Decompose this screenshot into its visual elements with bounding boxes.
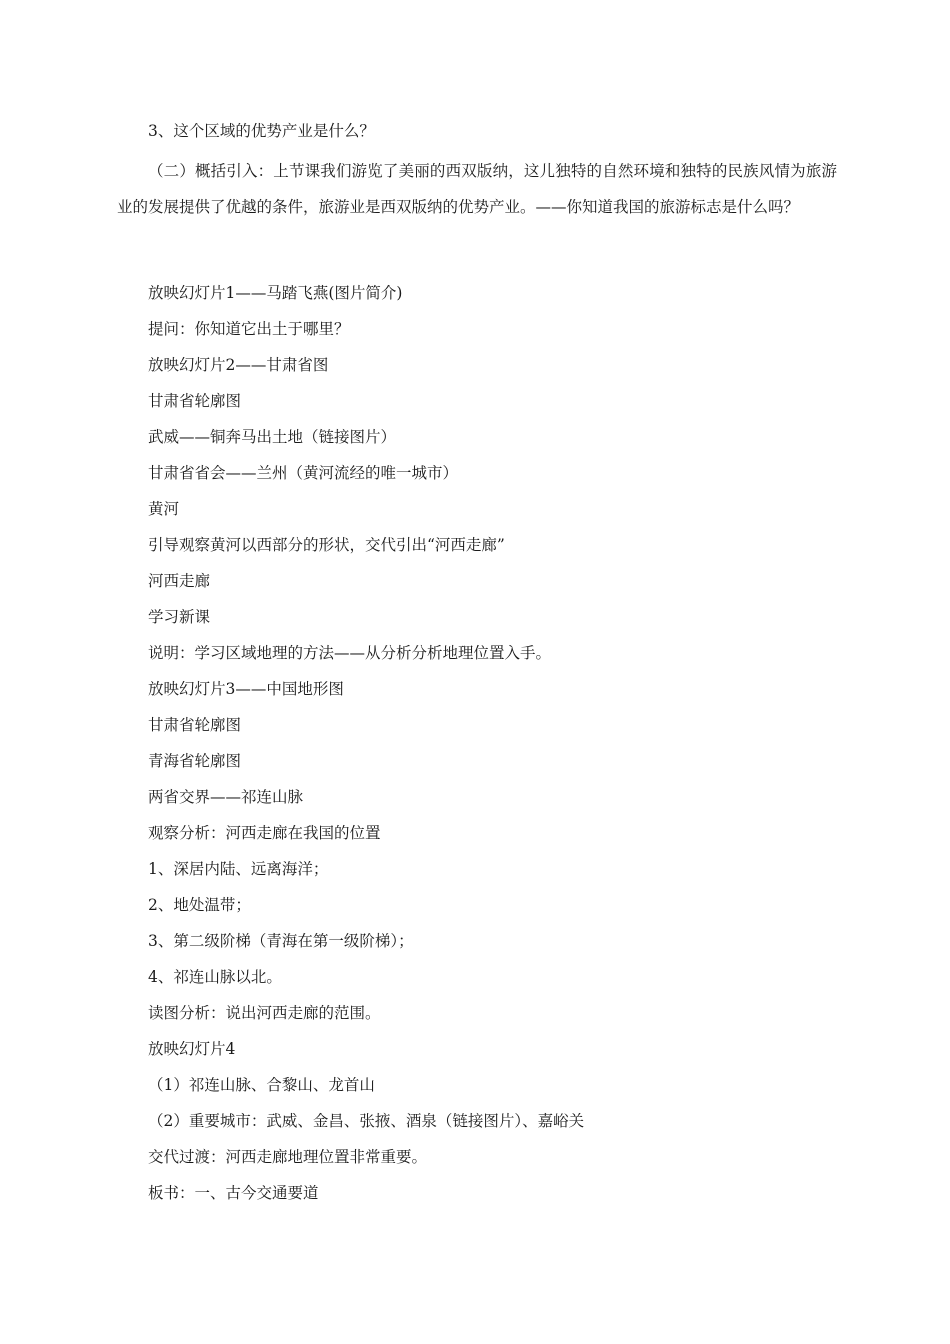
text-line: 两省交界——祁连山脉 (148, 788, 304, 806)
text-line: 放映幻灯片4 (148, 1040, 236, 1058)
text-line: 说明：学习区域地理的方法——从分析分析地理位置入手。 (148, 644, 552, 662)
text-line: 观察分析：河西走廊在我国的位置 (148, 824, 381, 842)
text-line: 读图分析：说出河西走廊的范围。 (148, 1004, 381, 1022)
section-heading: 学习新课 (148, 608, 211, 626)
list-item: （1）祁连山脉、合黎山、龙首山 (148, 1076, 375, 1094)
list-item: 2、地处温带； (148, 896, 251, 914)
text-line: 引导观察黄河以西部分的形状，交代引出“河西走廊” (148, 536, 505, 554)
list-item: 1、深居内陆、远离海洋； (148, 860, 329, 878)
question-line: 3、这个区域的优势产业是什么？ (148, 122, 375, 140)
text-line: 交代过渡：河西走廊地理位置非常重要。 (148, 1148, 428, 1166)
text-line: 青海省轮廓图 (148, 752, 242, 770)
list-item: （2）重要城市：武威、金昌、张掖、酒泉（链接图片）、嘉峪关 (148, 1112, 585, 1130)
text-line: 甘肃省轮廓图 (148, 716, 242, 734)
list-item: 3、第二级阶梯（青海在第一级阶梯）； (148, 932, 414, 950)
text-line: 放映幻灯片1——马踏飞燕(图片简介) (148, 284, 403, 302)
text-line: 甘肃省省会——兰州（黄河流经的唯一城市） (148, 464, 459, 482)
text-line: 黄河 (148, 500, 180, 518)
text-line: 河西走廊 (148, 572, 211, 590)
intro-paragraph: （二）概括引入：上节课我们游览了美丽的西双版纳，这儿独特的自然环境和独特的民族风情为旅游业的发展提供了优越的条件，旅游业是西双版纳的优势产业。——你知道我国的旅游标志是什么吗？ (117, 162, 837, 216)
list-item: 4、祁连山脉以北。 (148, 968, 282, 986)
text-line: 提问：你知道它出土于哪里？ (148, 320, 350, 338)
text-line: 放映幻灯片3——中国地形图 (148, 680, 344, 698)
text-line: 板书：一、古今交通要道 (148, 1184, 319, 1202)
text-line: 甘肃省轮廓图 (148, 392, 242, 410)
text-line: 武威——铜奔马出土地（链接图片） (148, 428, 397, 446)
text-line: 放映幻灯片2——甘肃省图 (148, 356, 329, 374)
